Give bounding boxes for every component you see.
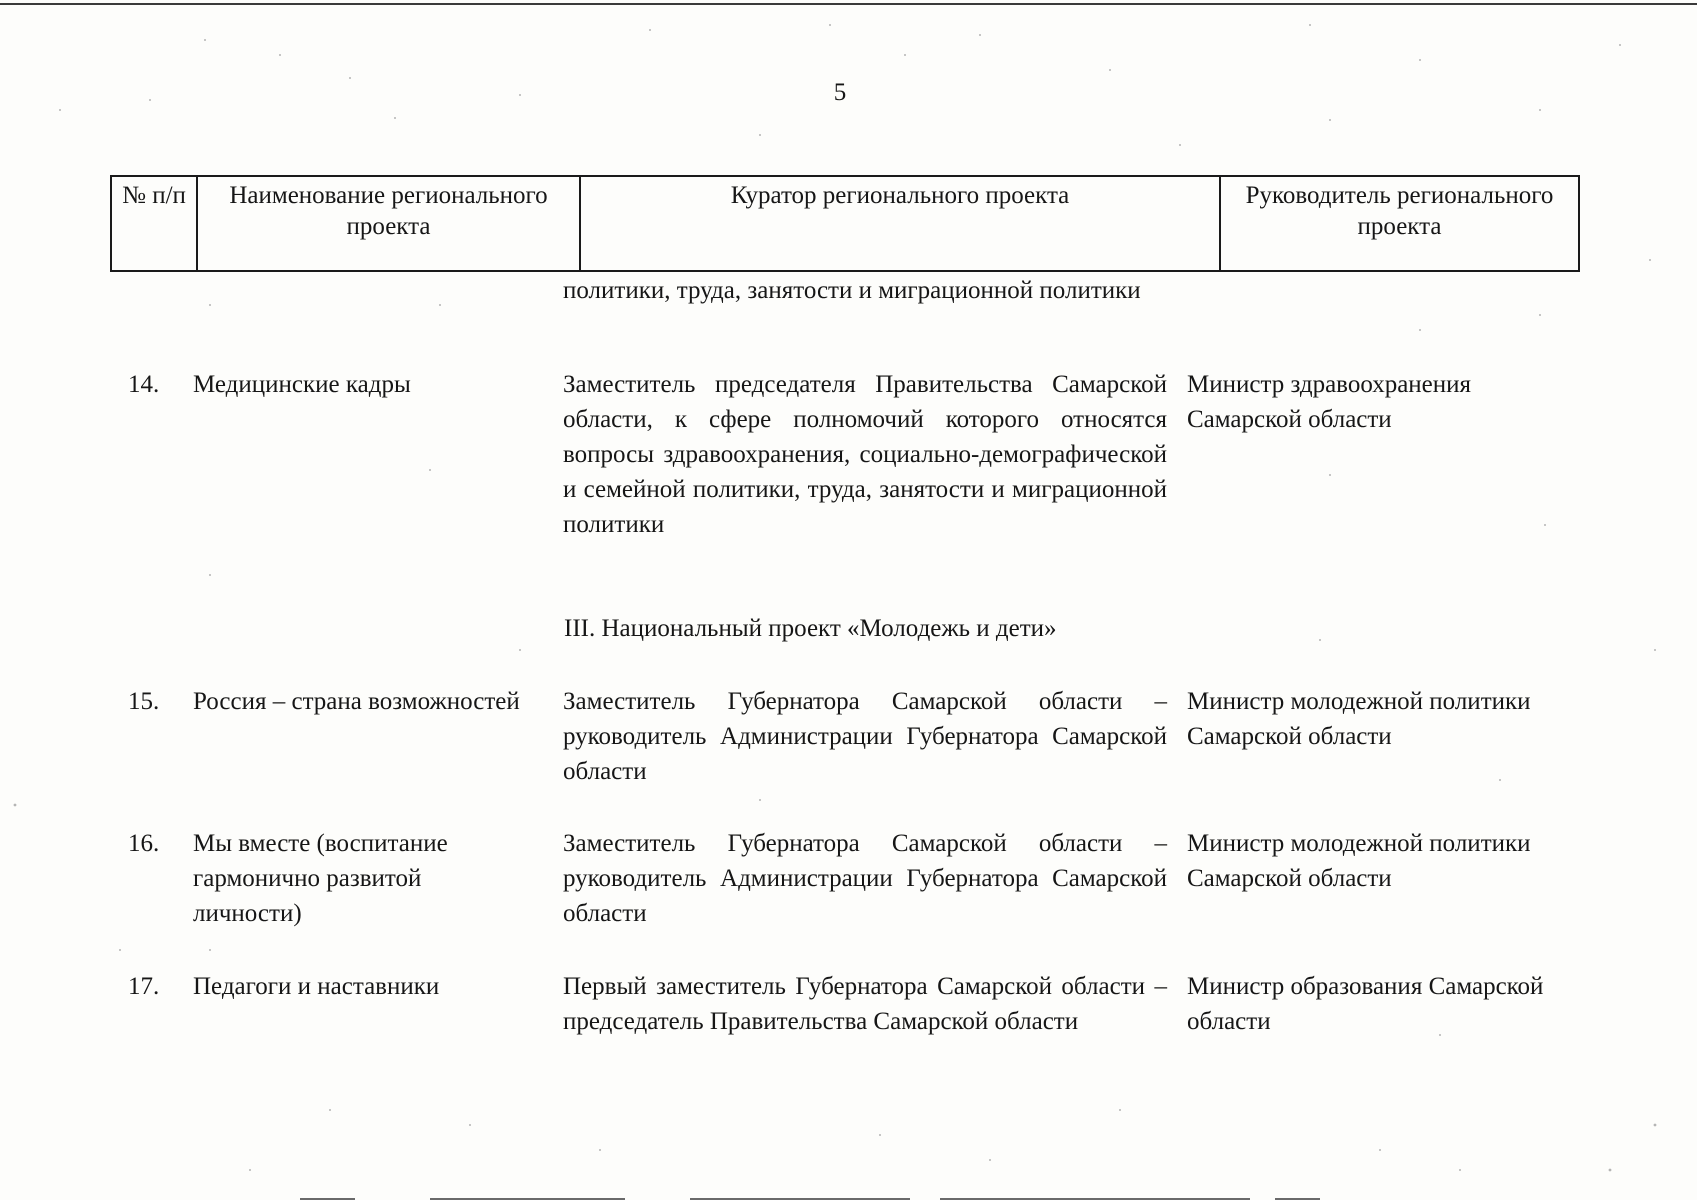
project-name: Педагоги и наставники bbox=[193, 973, 440, 1000]
curator-continuation-text: политики, труда, занятости и миграционной политики bbox=[563, 277, 1141, 304]
row-number: 16. bbox=[128, 830, 160, 857]
column-header-number: № п/п bbox=[111, 176, 197, 271]
top-rule bbox=[0, 3, 1697, 5]
project-name: Россия – страна возможностей bbox=[193, 688, 520, 715]
project-name: Мы вместе (воспитание гармонично развитой личности) bbox=[193, 830, 448, 927]
project-name: Медицинские кадры bbox=[193, 371, 411, 398]
project-curator: Заместитель Губернатора Самарской области – руководитель Администрации Губернатора Самарской области bbox=[563, 830, 1167, 927]
table-header bbox=[110, 175, 1580, 272]
section-title: III. Национальный проект «Молодежь и дети» bbox=[564, 615, 1057, 642]
project-head: Министр образования Самарской области bbox=[1187, 973, 1544, 1035]
project-head: Министр молодежной политики Самарской области bbox=[1187, 830, 1531, 892]
row-number: 15. bbox=[128, 688, 160, 715]
column-header-curator: Куратор регионального проекта bbox=[580, 176, 1220, 271]
row-number: 14. bbox=[128, 371, 160, 398]
project-curator: Заместитель председателя Правительства Самарской области, к сфере полномочий которого относятся вопросы здравоохранения, социально-демографической и семейной политики, труда, занятости и миграционной политики bbox=[563, 371, 1167, 538]
project-curator: Заместитель Губернатора Самарской области – руководитель Администрации Губернатора Самарской области bbox=[563, 688, 1167, 785]
column-header-name: Наименование регионального проекта bbox=[197, 176, 580, 271]
project-head: Министр здравоохранения Самарской области bbox=[1187, 371, 1472, 433]
table-header-row bbox=[111, 176, 1579, 271]
project-head: Министр молодежной политики Самарской области bbox=[1187, 688, 1531, 750]
project-curator: Первый заместитель Губернатора Самарской области – председатель Правительства Самарской области bbox=[563, 973, 1167, 1035]
page-number: 5 bbox=[833, 79, 847, 106]
row-number: 17. bbox=[128, 973, 160, 1000]
column-header-head: Руководитель регионального проекта bbox=[1220, 176, 1579, 271]
